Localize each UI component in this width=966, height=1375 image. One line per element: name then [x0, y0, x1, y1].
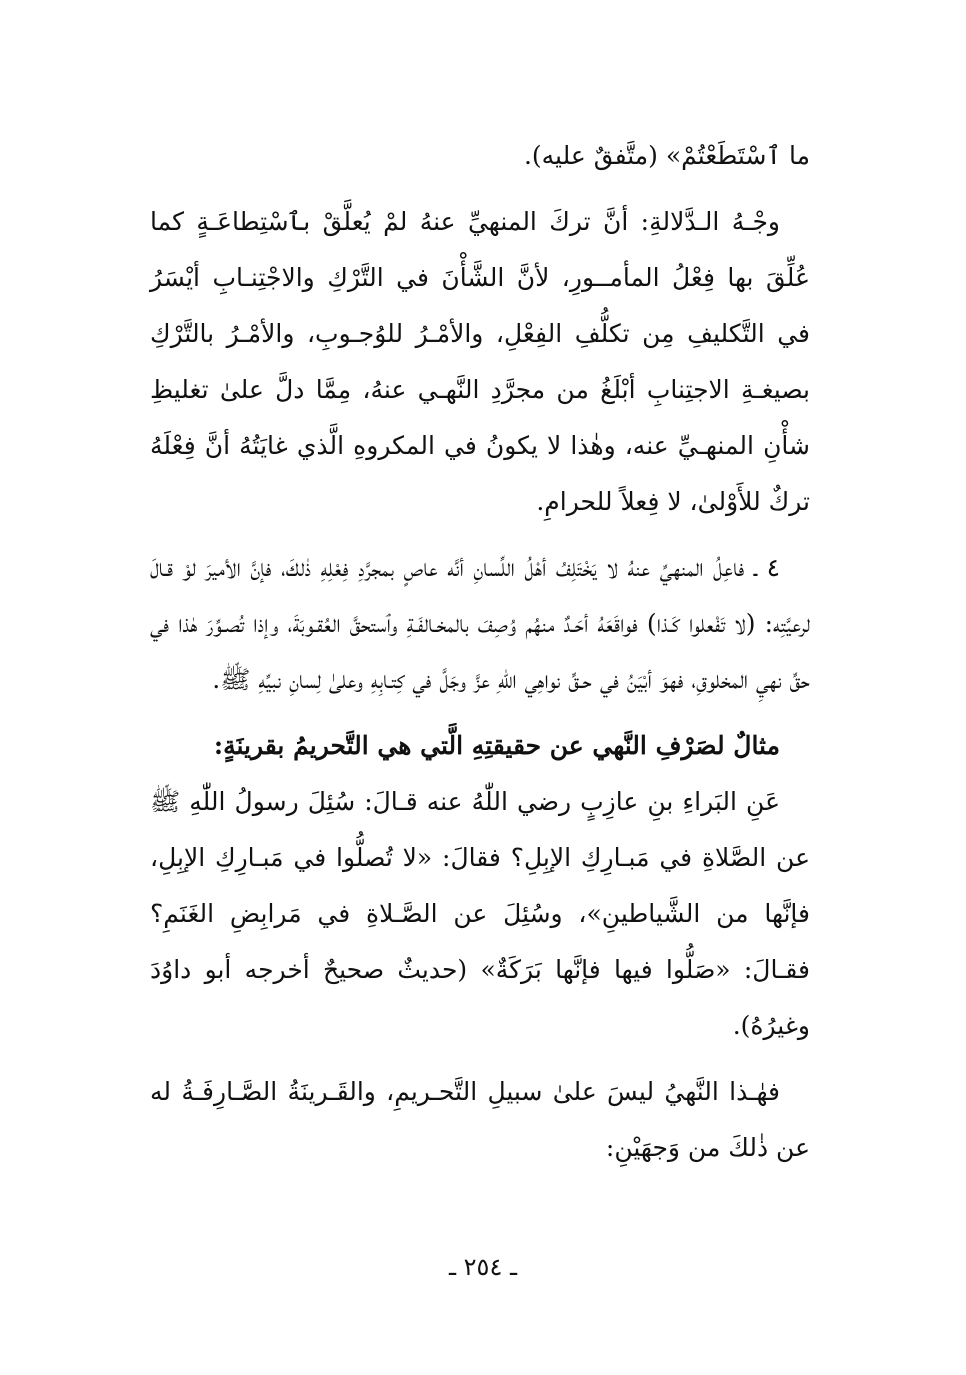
paragraph-hadith-bara: عَنِ البَراءِ بنِ عازِبٍ رضي اللّٰهُ عنه قـالَ: سُئِلَ رسولُ اللّٰهِ ﷺ عن الصَّلاةِ في مَبـارِكِ الإبِلِ؟ فقالَ: «لا تُصلُّوا في مَبـارِكِ الإبِلِ، فإنَّها من الشَّياطينِ»، وسُئِلَ عن الصَّـلاةِ في مَرابِضِ الغَنَمِ؟ فقـالَ: «صَلُّوا فيها فإنَّها بَرَكَةٌ» (حديثٌ صحيحٌ أخرجه أبو داوُدَ وغيرُهُ).: [150, 787, 810, 1040]
paragraph-evidence: وجْـهُ الـدَّلالةِ: أنَّ تركَ المنهيِّ عنهُ لمْ يُعلَّقْ بٱسْتِطاعَـةٍ كما عُلِّقَ بها فِعْلُ المأمــورِ، لأنَّ الشَّأْنَ في التَّرْكِ والاجْتِنـابِ أيْسَرُ في التَّكليفِ مِن تكلُّفِ الفِعْلِ، والأمْـرُ للوُجـوبِ، والأمْـرُ بالتَّرْكِ بصيغـةِ الاجتِنابِ أبْلَغُ من مجرَّدِ النَّهـي عنهُ، مِمَّا دلَّ علىٰ تغليظِ شأْنِ المنهـيِّ عنه، وهٰذا لا يكونُ في المكروهِ الَّذي غايَتُهُ أنَّ فِعْلَهُ تركٌ للأَوْلىٰ، لا فِعلاً للحرامِ.: [150, 207, 810, 516]
page-body: [150, 128, 810, 1176]
paragraph-conclusion: فهٰـذا النَّهيُ ليسَ علىٰ سبيلِ التَّحـريمِ، والقَـرينَةُ الصَّـارِفَـةُ له عن ذٰلكَ من وَجهَيْنِ:: [150, 1077, 810, 1162]
section-heading: مثالٌ لصَرْفِ النَّهي عن حقيقتِهِ الَّتي هي التَّحريمُ بقرينَةٍ:: [213, 731, 780, 760]
paragraph-point-four: ٤ ـ فاعِلُ المنهيِّ عنهُ لا يَخْتَلِفُ أهْلُ اللِّسانِ أنَّه عاصٍ بمجرَّدِ فِعْلِهِ ذٰلكَ، فإنَّ الأميرَ لوْ قـالَ لرعيَّتِه: (لا تَفْعلوا كَـذا) فواقَعَهُ أحَـدٌ منهُم وُصِفَ بالمخـالفَـةِ وٱستحقَّ العُقـوبَةَ، وإذا تُصـوِّرَ هٰذا في حقِّ نهيِ المخلوقِ، فهوَ أبْيَنُ في حـقِّ نواهِي اللّٰهِ عزَّ وجَلَّ في كِتـابِهِ وعلىٰ لِسانِ نبيِّهِ ﷺ.: [150, 553, 810, 694]
page-number: ـ ٢٥٤ ـ: [448, 1253, 517, 1281]
paragraph-hadith-ending: ما ٱسْتَطَعْتُمْ» (متَّفقٌ عليه).: [523, 141, 810, 170]
